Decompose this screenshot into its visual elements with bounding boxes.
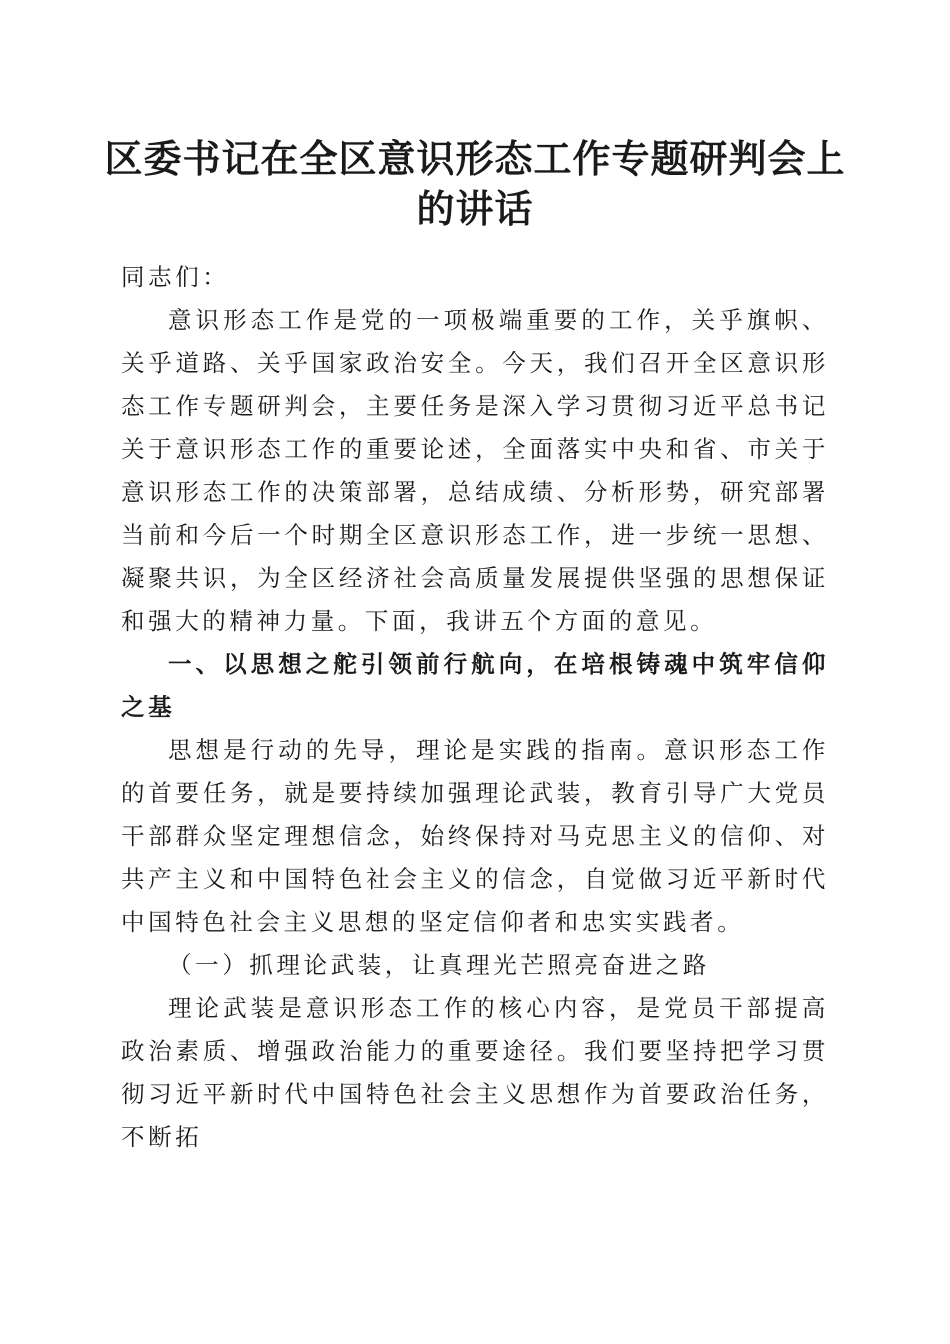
intro-paragraph: 意识形态工作是党的一项极端重要的工作，关乎旗帜、关乎道路、关乎国家政治安全。今天，我们召开全区意识形态工作专题研判会，主要任务是深入学习贯彻习近平总书记关于意识形态工作的重要论述，全面落实中央和省、市关于意识形态工作的决策部署，总结成绩、分析形势，研究部署当前和今后一个时期全区意识形态工作，进一步统一思想、凝聚共识，为全区经济社会高质量发展提供坚强的思想保证和强大的精神力量。下面，我讲五个方面的意见。 xyxy=(121,306,829,635)
section-1-heading: 一、以思想之舵引领前行航向，在培根铸魂中筑牢信仰之基 xyxy=(121,650,829,721)
document-title: 区委书记在全区意识形态工作专题研判会上的讲话 xyxy=(104,136,846,231)
subsection-1-heading: （一）抓理论武装，让真理光芒照亮奋进之路 xyxy=(168,951,710,979)
subsection-1-paragraph: 理论武装是意识形态工作的核心内容，是党员干部提高政治素质、增强政治能力的重要途径。我们要坚持把学习贯彻习近平新时代中国特色社会主义思想作为首要政治任务，不断拓 xyxy=(121,994,829,1151)
salutation: 同志们： xyxy=(121,263,230,291)
document-body xyxy=(121,256,829,1159)
section-1-paragraph: 思想是行动的先导，理论是实践的指南。意识形态工作的首要任务，就是要持续加强理论武装，教育引导广大党员干部群众坚定理想信念，始终保持对马克思主义的信仰、对共产主义和中国特色社会主义的信念，自觉做习近平新时代中国特色社会主义思想的坚定信仰者和忠实实践者。 xyxy=(121,736,829,936)
